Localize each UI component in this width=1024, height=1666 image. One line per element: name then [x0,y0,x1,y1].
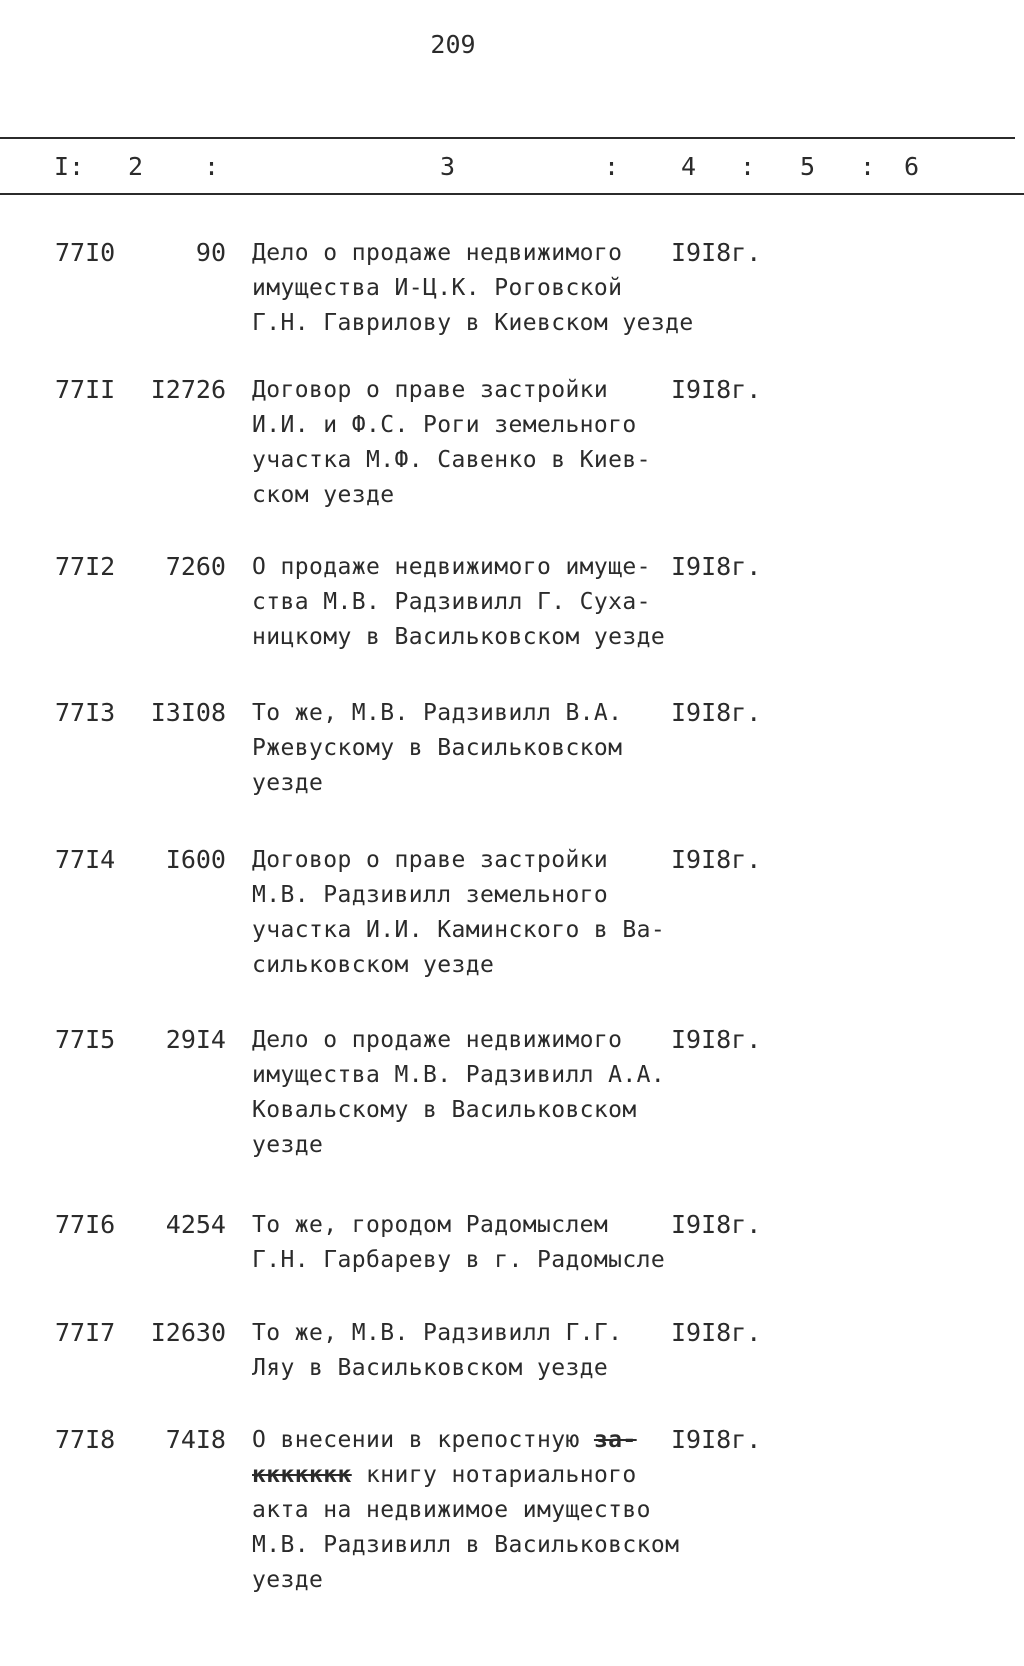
file-description [252,1208,682,1278]
description-line: О продаже недвижимого имуще- [252,554,651,580]
file-year: I9I8г. [671,552,762,581]
sheet-count: 4254 [165,1210,226,1239]
column-separator: : [860,152,876,181]
header-bottom-rule [0,193,1024,195]
description-line: Дело о продаже недвижимого [252,240,623,266]
column-separator: : [204,152,220,181]
description-line: Г.Н. Гарбареву в г. Радомысле [252,1247,666,1273]
file-year: I9I8г. [671,238,762,267]
description-line: участка И.И. Каминского в Ва- [252,917,666,943]
file-description [252,373,682,513]
file-number: 77I5 [55,1025,116,1054]
page-number: 209 [430,30,476,59]
column-header-2: 2 [128,152,144,181]
sheet-count: 74I8 [165,1425,226,1454]
description-line: Г.Н. Гаврилову в Киевском уезде [252,310,694,336]
file-number: 77I8 [55,1425,116,1454]
description-line: Ляу в Васильковском уезде [252,1355,609,1381]
description-line: участка М.Ф. Савенко в Киев- [252,447,651,473]
description-line: То же, городом Радомыслем [252,1212,609,1238]
description-line: уезде [252,1567,324,1593]
description-line: ства М.В. Радзивилл Г. Суха- [252,589,651,615]
description-text: книгу нотариального [365,1462,637,1488]
sheet-count: 7260 [165,552,226,581]
file-number: 77I0 [55,238,116,267]
description-line: И.И. и Ф.С. Роги земельного [252,412,637,438]
file-number: 77I4 [55,845,116,874]
description-text: О внесении в крепостную [252,1427,580,1453]
file-year: I9I8г. [671,375,762,404]
file-number: 77II [55,375,116,404]
file-year: I9I8г. [671,1425,762,1454]
sheet-count: I3I08 [150,698,226,727]
description-line: имущества И-Ц.К. Роговской [252,275,623,301]
description-line: М.В. Радзивилл в Васильковском [252,1532,680,1558]
file-year: I9I8г. [671,1025,762,1054]
description-line: То же, М.В. Радзивилл В.А. [252,700,623,726]
description-line: Ржевускому в Васильковском [252,735,623,761]
column-header-3: 3 [440,152,456,181]
header-top-rule [0,137,1015,139]
description-line: Дело о продаже недвижимого [252,1027,623,1053]
file-number: 77I6 [55,1210,116,1239]
file-number: 77I3 [55,698,116,727]
description-line: Договор о праве застройки [252,847,609,873]
file-description [252,696,682,801]
description-line: То же, М.В. Радзивилл Г.Г. [252,1320,623,1346]
column-header-4: 4 [681,152,697,181]
file-description [252,550,682,655]
description-line: Договор о праве застройки [252,377,609,403]
file-description [252,1023,682,1163]
file-description [252,1316,682,1386]
description-line [252,1423,682,1458]
description-line: имущества М.В. Радзивилл А.А. [252,1062,666,1088]
column-separator: : [604,152,620,181]
file-number: 77I2 [55,552,116,581]
description-line: М.В. Радзивилл земельного [252,882,609,908]
description-line [252,1458,682,1493]
file-year: I9I8г. [671,1210,762,1239]
description-line: ницкому в Васильковском уезде [252,624,666,650]
sheet-count: 90 [195,238,226,267]
description-line: сильковском уезде [252,952,495,978]
description-line: уезде [252,770,324,796]
description-line: акта на недвижимое имущество [252,1497,651,1523]
struck-text: за- [593,1427,637,1453]
description-line: Ковальскому в Васильковском [252,1097,637,1123]
column-separator: : [740,152,756,181]
file-number: 77I7 [55,1318,116,1347]
file-description [252,843,682,983]
file-year: I9I8г. [671,698,762,727]
description-line: ском уезде [252,482,395,508]
sheet-count: 29I4 [165,1025,226,1054]
struck-text: ккккккк [252,1462,352,1488]
sheet-count: I2630 [150,1318,226,1347]
file-description [252,236,694,341]
file-description [252,1423,682,1598]
sheet-count: I600 [165,845,226,874]
file-year: I9I8г. [671,1318,762,1347]
column-header-1: I: [54,152,85,181]
description-line: уезде [252,1132,324,1158]
file-year: I9I8г. [671,845,762,874]
sheet-count: I2726 [150,375,226,404]
column-header-6: 6 [904,152,920,181]
column-header-5: 5 [800,152,816,181]
